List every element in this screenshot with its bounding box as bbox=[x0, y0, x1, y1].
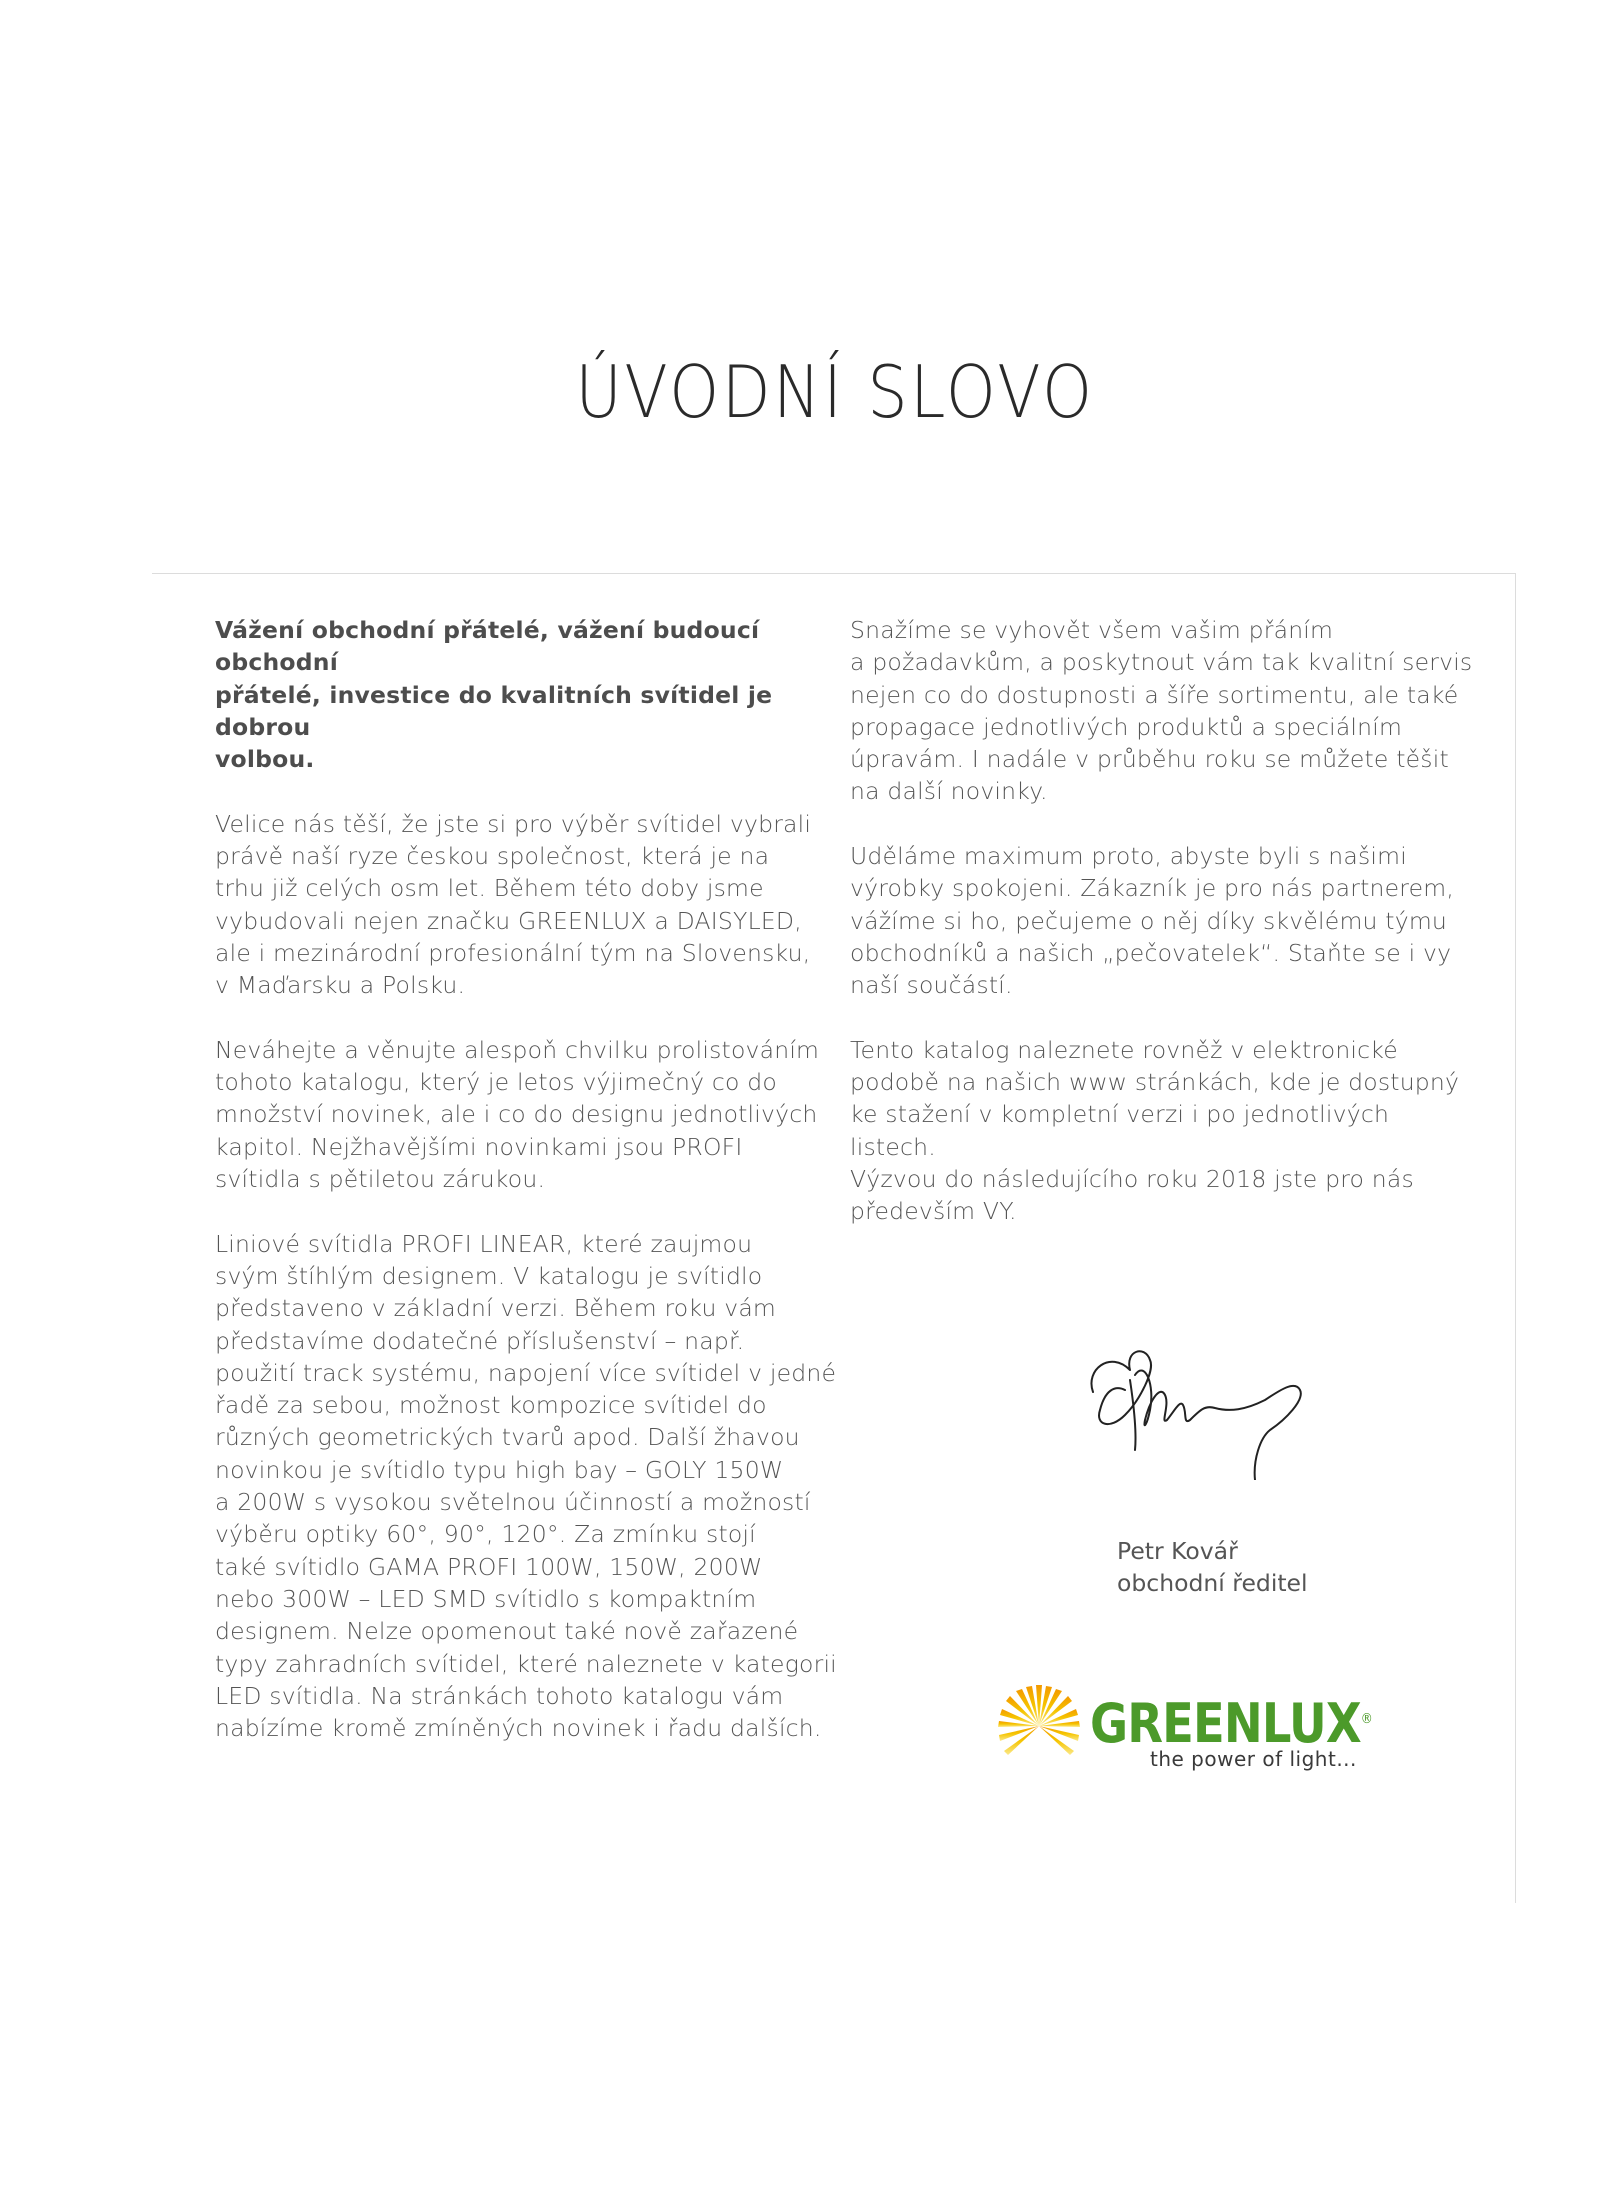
lead-paragraph: Vážení obchodní přátelé, vážení budoucí obchodní přátelé, investice do kvalitních svítidel je dobrou volbou. bbox=[215, 616, 773, 774]
frame-divider-right bbox=[1515, 573, 1516, 1903]
registered-mark: ® bbox=[1360, 1711, 1372, 1727]
signer-role: obchodní ředitel bbox=[1117, 1569, 1308, 1598]
paragraph: Snažíme se vyhovět všem vašim přáním a požadavkům, a poskytnout vám tak kvalitní servis nejen co do dostupnosti a šíře sortimentu, ale také propagace jednotlivých produktů a speciálním úpravám. I nadále v průběhu roku se můžete těšit na další novinky. bbox=[850, 616, 1473, 806]
paragraph: Uděláme maximum proto, abyste byli s našimi výrobky spokojeni. Zákazník je pro nás partnerem, vážíme si ho, pečujeme o něj díky skvělému týmu obchodníků a našich „pečovatelek“. Staňte se i vy naší součástí. bbox=[850, 842, 1455, 1000]
logo-tagline: the power of light... bbox=[1150, 1747, 1357, 1771]
right-column bbox=[850, 614, 1490, 1260]
signature-icon bbox=[1055, 1330, 1355, 1480]
paragraph: Liniové svítidla PROFI LINEAR, které zaujmou svým štíhlým designem. V katalogu je svítidlo představeno v základní verzi. Během roku vám představíme dodatečné příslušenství – např. použití track systému, napojení více svítidel v jedné řadě za sebou, možnost kompozice svítidel do různých geometrických tvarů apod. Další žhavou novinkou je svítidlo typu high bay – GOLY 150W a 200W s vysokou světelnou účinností a možností výběru optiky 60°, 90°, 120°. Za zmínku stojí také svítidlo GAMA PROFI 100W, 150W, 200W nebo 300W – LED SMD svítidlo s kompaktním designem. Nelze opomenout také nově zařazené typy zahradních svítidel, které naleznete v kategorii LED svítidla. Na stránkách tohoto katalogu vám nabízíme kromě zmíněných novinek i řadu dalších. bbox=[215, 1229, 837, 1743]
paragraph: Velice nás těší, že jste si pro výběr svítidel vybrali právě naší ryze českou společnost, která je na trhu již celých osm let. Během této doby jsme vybudovali nejen značku GREENLUX a DAISYLED, ale i mezinárodní profesionální tým na Slovensku, v Maďarsku a Polsku. bbox=[215, 809, 812, 1000]
logo-word-green-part: GREEN bbox=[1090, 1692, 1262, 1755]
sun-logo-icon bbox=[998, 1685, 1080, 1767]
paragraph: Tento katalog naleznete rovněž v elektronické podobě na našich www stránkách, kde je dostupný ke stažení v kompletní verzi i po jednotlivých listech. Výzvou do následujícího roku 2018 jste pro nás především VY. bbox=[850, 1035, 1460, 1226]
greenlux-logo bbox=[998, 1685, 1378, 1785]
logo-wordmark bbox=[1090, 1687, 1372, 1756]
signer-name: Petr Kovář bbox=[1117, 1537, 1238, 1565]
logo-word-lux-part: LUX bbox=[1261, 1692, 1361, 1755]
left-column bbox=[215, 614, 845, 1777]
paragraph: Neváhejte a věnujte alespoň chvilku prolistováním tohoto katalogu, který je letos výjimečný co do množství novinek, ale i co do designu jednotlivých kapitol. Nejžhavějšími novinkami jsou PROFI svítidla s pětiletou zárukou. bbox=[215, 1035, 820, 1194]
signer-block bbox=[1117, 1535, 1308, 1600]
frame-divider-top bbox=[152, 573, 1516, 574]
page-title: ÚVODNÍ SLOVO bbox=[575, 350, 1095, 434]
